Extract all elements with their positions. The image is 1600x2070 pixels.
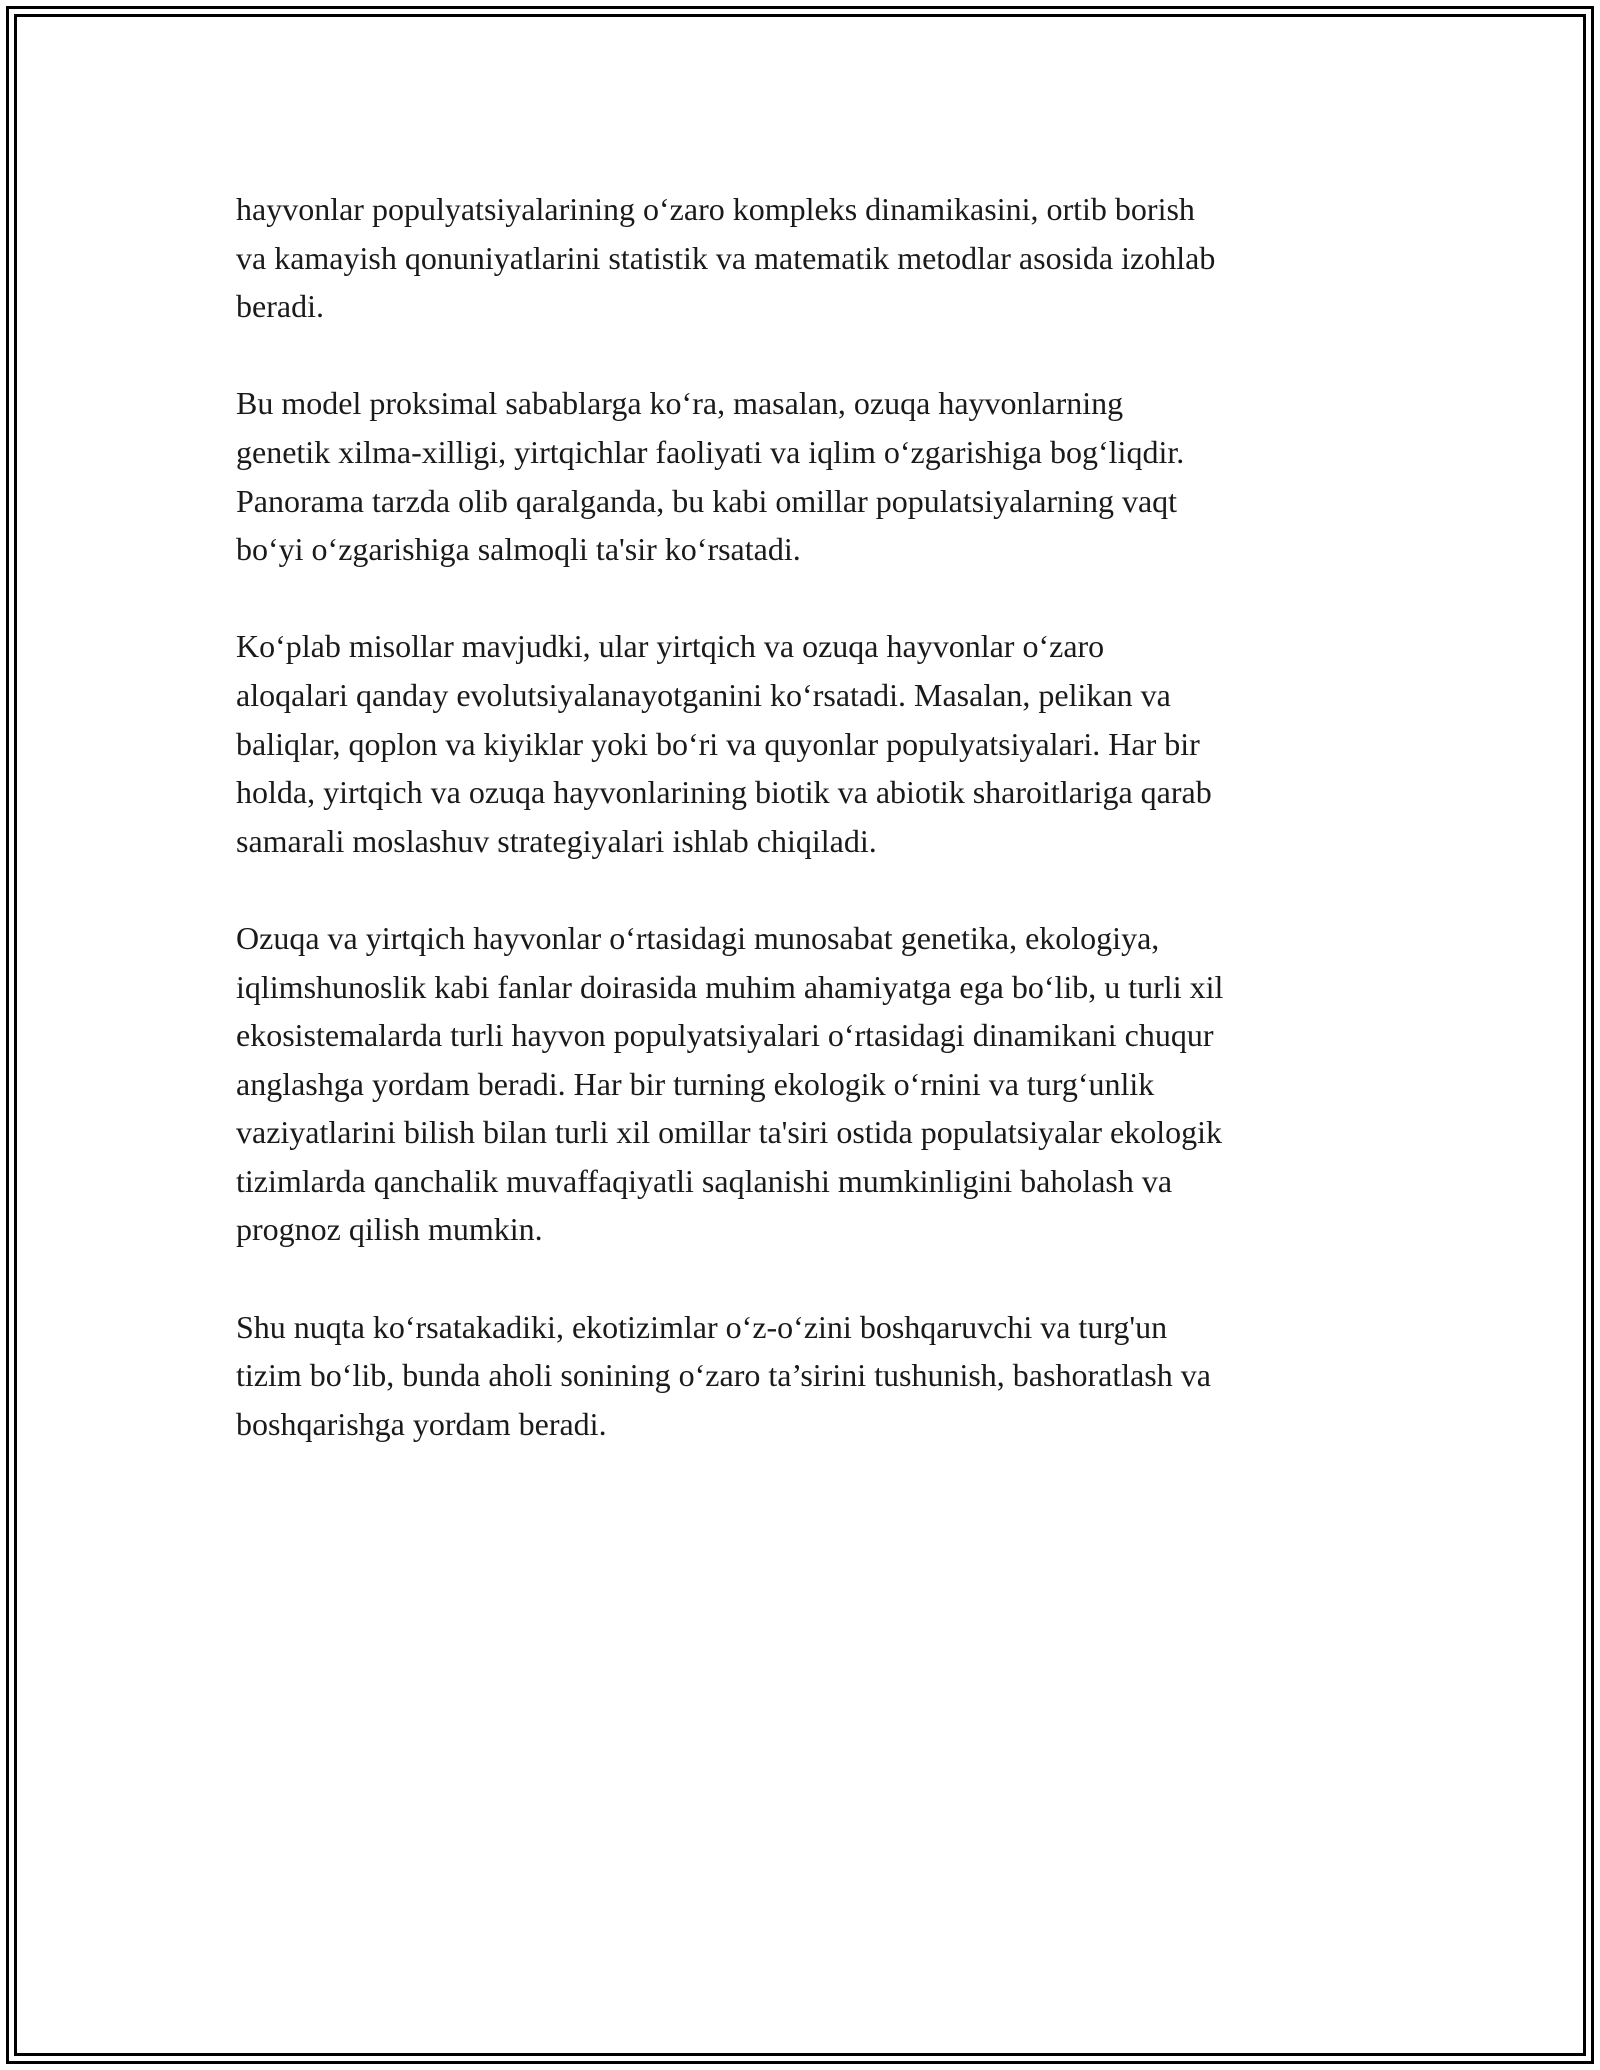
text-line: tizimlarda qanchalik muvaffaqiyatli saqlanishi mumkinligini baholash va bbox=[236, 1162, 1173, 1199]
text-line: genetik xilma-xilligi, yirtqichlar faoliyati va iqlim o‘zgarishiga bog‘liqdir. bbox=[236, 433, 1185, 470]
paragraph-1 bbox=[236, 185, 1386, 331]
paragraph-4 bbox=[236, 914, 1386, 1254]
text-line: Ko‘plab misollar mavjudki, ular yirtqich va ozuqa hayvonlar o‘zaro bbox=[236, 628, 1105, 665]
text-line: aloqalari qanday evolutsiyalanayotganini ko‘rsatadi. Masalan, pelikan va bbox=[236, 676, 1171, 713]
text-line: anglashga yordam beradi. Har bir turning ekologik o‘rnini va turg‘unlik bbox=[236, 1065, 1155, 1102]
text-line: baliqlar, qoplon va kiyiklar yoki bo‘ri va quyonlar populyatsiyalari. Har bir bbox=[236, 725, 1200, 762]
text-line: hayvonlar populyatsiyalarining o‘zaro kompleks dinamikasini, ortib borish bbox=[236, 191, 1195, 227]
text-line: iqlimshunoslik kabi fanlar doirasida muhim ahamiyatga ega bo‘lib, u turli xil bbox=[236, 968, 1224, 1005]
text-line: tizim bo‘lib, bunda aholi sonining o‘zaro ta’sirini tushunish, bashoratlash va bbox=[236, 1357, 1211, 1394]
text-line: Ozuqa va yirtqich hayvonlar o‘rtasidagi munosabat genetika, ekologiya, bbox=[236, 919, 1160, 956]
text-line: Bu model proksimal sabablarga ko‘ra, masalan, ozuqa hayvonlarning bbox=[236, 385, 1124, 422]
text-line: samarali moslashuv strategiyalari ishlab chiqiladi. bbox=[236, 822, 877, 859]
text-line: prognoz qilish mumkin. bbox=[236, 1211, 543, 1248]
paragraph-5 bbox=[236, 1303, 1386, 1449]
text-line: va kamayish qonuniyatlarini statistik va matematik metodlar asosida izohlab bbox=[236, 239, 1216, 276]
text-line: beradi. bbox=[236, 288, 324, 325]
paragraph-3 bbox=[236, 622, 1386, 865]
text-line: vaziyatlarini bilish bilan turli xil omillar ta'siri ostida populatsiyalar ekologik bbox=[236, 1114, 1223, 1151]
text-line: boshqarishga yordam beradi. bbox=[236, 1405, 607, 1442]
text-line: holda, yirtqich va ozuqa hayvonlarining biotik va abiotik sharoitlariga qarab bbox=[236, 774, 1212, 811]
paragraph-2 bbox=[236, 379, 1386, 573]
text-line: Shu nuqta ko‘rsatakadiki, ekotizimlar o‘z-o‘zini boshqaruvchi va turg'un bbox=[236, 1308, 1168, 1345]
document-body bbox=[236, 185, 1386, 1497]
text-line: bo‘yi o‘zgarishiga salmoqli ta'sir ko‘rsatadi. bbox=[236, 531, 801, 568]
text-line: Panorama tarzda olib qaralganda, bu kabi omillar populatsiyalarning vaqt bbox=[236, 482, 1178, 519]
text-line: ekosistemalarda turli hayvon populyatsiyalari o‘rtasidagi dinamikani chuqur bbox=[236, 1017, 1214, 1054]
